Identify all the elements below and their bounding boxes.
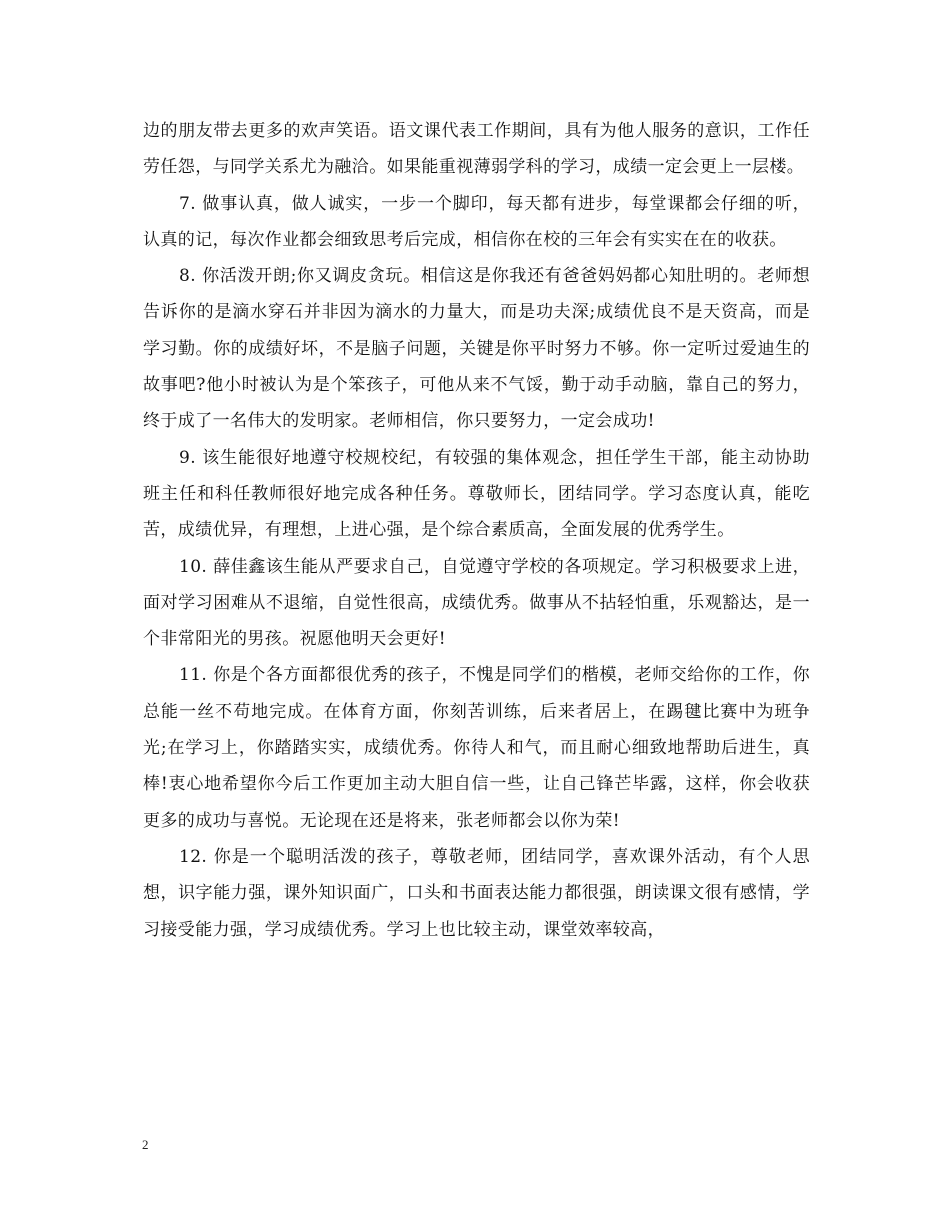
paragraph-item-8: 8. 你活泼开朗;你又调皮贪玩。相信这是你我还有爸爸妈妈都心知肚明的。老师想告诉你的是滴水穿石并非因为滴水的力量大，而是功夫深;成绩优良不是天资高，而是学习勤。你的成绩好坏，不是脑子问题，关键是你平时努力不够。你一定听过爱迪生的故事吧?他小时被认为是个笨孩子，可他从来不气馁，勤于动手动脑，靠自己的努力，终于成了一名伟大的发明家。老师相信，你只要努力，一定会成功! <box>143 266 810 432</box>
page-number: 2 <box>142 1137 149 1152</box>
paragraph-item-10: 10. 薛佳鑫该生能从严要求自己，自觉遵守学校的各项规定。学习积极要求上进，面对学习困难从不退缩，自觉性很高，成绩优秀。做事从不拈轻怕重，乐观豁达，是一个非常阳光的男孩。祝愿他明天会更好! <box>143 556 810 650</box>
paragraph-item-12: 12. 你是一个聪明活泼的孩子，尊敬老师，团结同学，喜欢课外活动，有个人思想，识字能力强，课外知识面广，口头和书面表达能力都很强，朗读课文很有感情，学习接受能力强，学习成绩优秀。学习上也比较主动，课堂效率较高， <box>143 846 810 940</box>
paragraph-item-11: 11. 你是个各方面都很优秀的孩子，不愧是同学们的楷模，老师交给你的工作，你总能一丝不苟地完成。在体育方面，你刻苦训练，后来者居上，在踢毽比赛中为班争光;在学习上，你踏踏实实，成绩优秀。你待人和气，而且耐心细致地帮助后进生，真棒!衷心地希望你今后工作更加主动大胆自信一些，让自己锋芒毕露，这样，你会收获更多的成功与喜悦。无论现在还是将来，张老师都会以你为荣! <box>143 665 810 831</box>
document-body <box>143 113 810 948</box>
paragraph-item-9: 9. 该生能很好地遵守校规校纪，有较强的集体观念，担任学生干部，能主动协助班主任和科任教师很好地完成各种任务。尊敬师长，团结同学。学习态度认真，能吃苦，成绩优异，有理想，上进心强，是个综合素质高，全面发展的优秀学生。 <box>143 447 810 541</box>
paragraph-continuation: 边的朋友带去更多的欢声笑语。语文课代表工作期间，具有为他人服务的意识，工作任劳任怨，与同学关系尤为融洽。如果能重视薄弱学科的学习，成绩一定会更上一层楼。 <box>143 121 810 178</box>
paragraph-item-7: 7. 做事认真，做人诚实，一步一个脚印，每天都有进步，每堂课都会仔细的听，认真的记，每次作业都会细致思考后完成，相信你在校的三年会有实实在在的收获。 <box>143 193 810 250</box>
